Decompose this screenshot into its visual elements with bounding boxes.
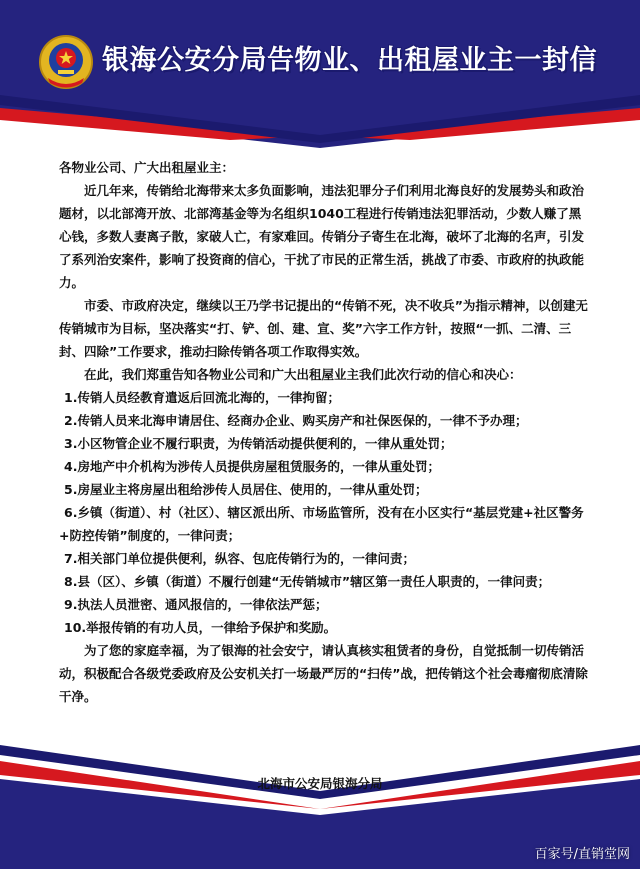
list-item: 7.相关部门单位提供便利，纵容、包庇传销行为的，一律问责；	[64, 551, 415, 566]
list-item: 1.传销人员经教育遣返后回流北海的，一律拘留；	[64, 390, 340, 405]
list-item: 2.传销人员来北海申请居住、经商办企业、购买房产和社保医保的，一律不予办理；	[64, 413, 528, 428]
letter-salutation: 各物业公司、广大出租屋业主：	[59, 160, 235, 175]
letter-paragraph: 近几年来，传销给北海带来太多负面影响，违法犯罪分子们利用北海良好的发展势头和政治题材，以北部湾开放、北部湾基金等为名组织1040工程进行传销违法犯罪活动，少数人赚了黑心钱，多数人妻离子散，家破人亡，有家难回。传销分子寄生在北海，破坏了北海的名声，引发了系列治安案件，影响了投资商的信心，干扰了市民的正常生活，挑战了市委、市政府的执政能力。	[59, 183, 585, 290]
list-item: 6.乡镇（街道）、村（社区）、辖区派出所、市场监管所，没有在小区实行“基层党建+社区警务+防控传销”制度的，一律问责；	[59, 505, 584, 543]
letter-body	[59, 156, 591, 708]
list-item: 9.执法人员泄密、通风报信的，一律依法严惩；	[64, 597, 328, 612]
list-item: 5.房屋业主将房屋出租给涉传人员居住、使用的，一律从重处罚；	[64, 482, 428, 497]
signature: 北海市公安局银海分局	[257, 776, 383, 791]
letter-paragraph: 在此，我们郑重告知各物业公司和广大出租屋业主我们此次行动的信心和决心：	[84, 367, 522, 382]
watermark: 百家号/直销堂网	[534, 847, 630, 862]
list-item: 4.房地产中介机构为涉传人员提供房屋租赁服务的，一律从重处罚；	[64, 459, 440, 474]
list-item: 8.县（区）、乡镇（街道）不履行创建“无传销城市”辖区第一责任人职责的，一律问责；	[64, 574, 551, 589]
list-item: 10.举报传销的有功人员，一律给予保护和奖励。	[64, 620, 337, 635]
police-emblem-icon	[38, 34, 94, 90]
letter-paragraph: 市委、市政府决定，继续以王乃学书记提出的“传销不死，决不收兵”为指示精神，以创建无传销城市为目标，坚决落实“打、铲、创、建、宣、奖”六字工作方针，按照“一抓、二清、三封、四除”工作要求，推动扫除传销各项工作取得实效。	[59, 298, 588, 359]
page-title: 银海公安分局告物业、出租屋业主一封信	[102, 45, 597, 76]
letter-closing: 为了您的家庭幸福，为了银海的社会安宁，请认真核实租赁者的身份，自觉抵制一切传销活动，积极配合各级党委政府及公安机关打一场最严厉的“扫传”战，把传销这个社会毒瘤彻底清除干净。	[59, 643, 588, 704]
list-item: 3.小区物管企业不履行职责，为传销活动提供便利的，一律从重处罚；	[64, 436, 453, 451]
